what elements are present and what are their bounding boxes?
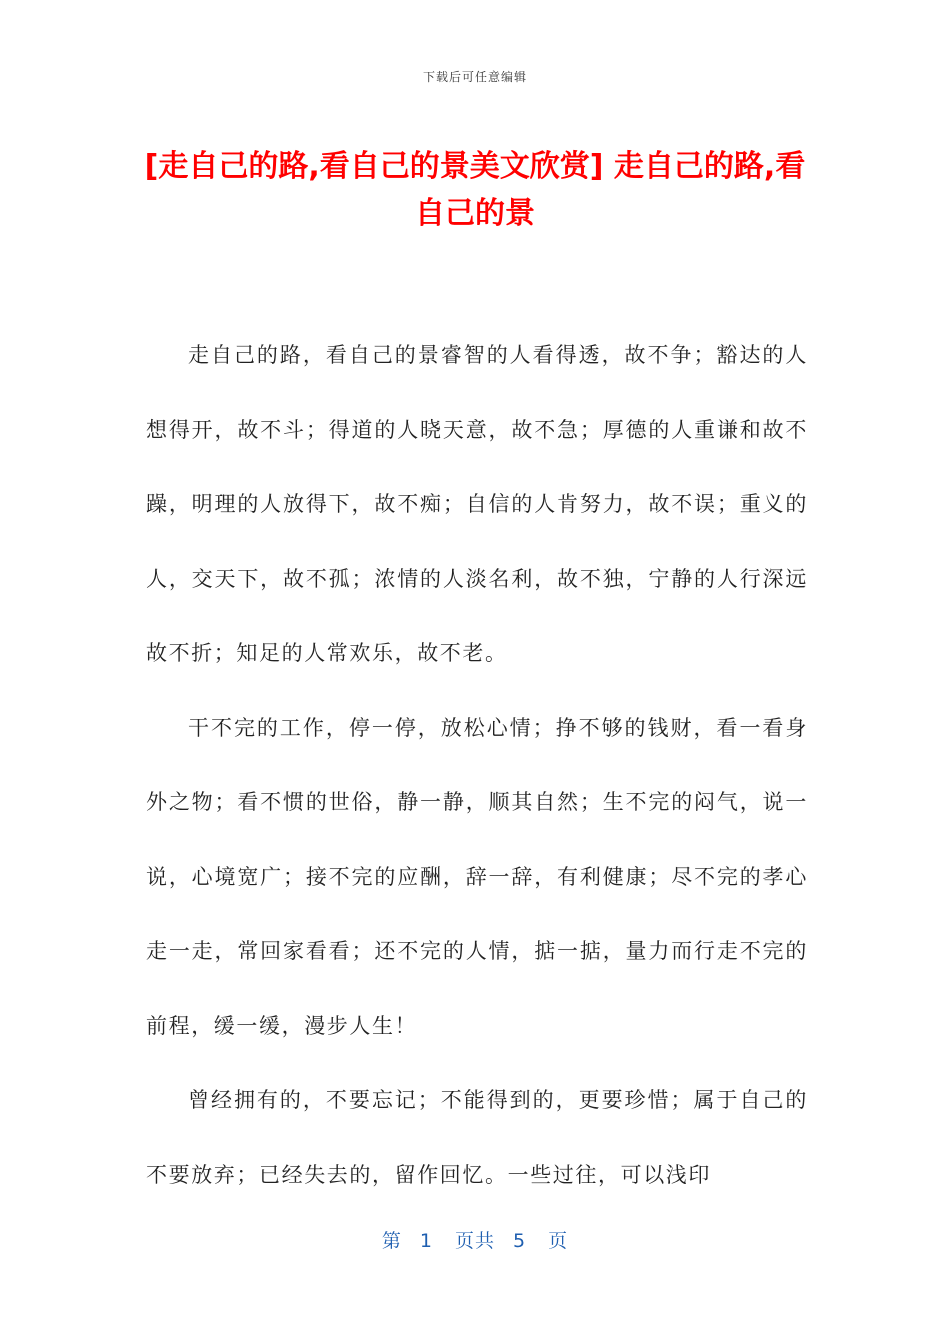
page-footer xyxy=(0,1226,950,1253)
footer-total-pages: 5 xyxy=(513,1230,527,1252)
footer-suffix: 页 xyxy=(548,1230,569,1252)
paragraph-2: 干不完的工作，停一停，放松心情；挣不够的钱财，看一看身外之物；看不惯的世俗，静一静，顺其自然；生不完的闷气，说一说，心境宽广；接不完的应酬，辞一辞，有利健康；尽不完的孝心走一走，常回家看看；还不完的人情，掂一掂，量力而行走不完的前程，缓一缓，漫步人生！ xyxy=(146,715,808,1038)
footer-prefix: 第 xyxy=(381,1230,402,1252)
header-note: 下载后可任意编辑 xyxy=(422,70,527,84)
document-title: [走自己的路,看自己的景美文欣赏] 走自己的路,看自己的景 xyxy=(144,149,806,231)
footer-page-number: 1 xyxy=(419,1230,433,1252)
paragraph-1: 走自己的路，看自己的景睿智的人看得透，故不争；豁达的人想得开，故不斗；得道的人晓天意，故不急；厚德的人重谦和故不躁，明理的人放得下，故不痴；自信的人肯努力，故不误；重义的人，交天下，故不孤；浓情的人淡名利，故不独，宁静的人行深远故不折；知足的人常欢乐，故不老。 xyxy=(146,343,808,665)
paragraph-3: 曾经拥有的，不要忘记；不能得到的，更要珍惜；属于自己的不要放弃；已经失去的，留作回忆。一些过往，可以浅印 xyxy=(146,1088,808,1187)
document-body xyxy=(146,318,808,1212)
footer-middle: 页共 xyxy=(454,1230,495,1252)
